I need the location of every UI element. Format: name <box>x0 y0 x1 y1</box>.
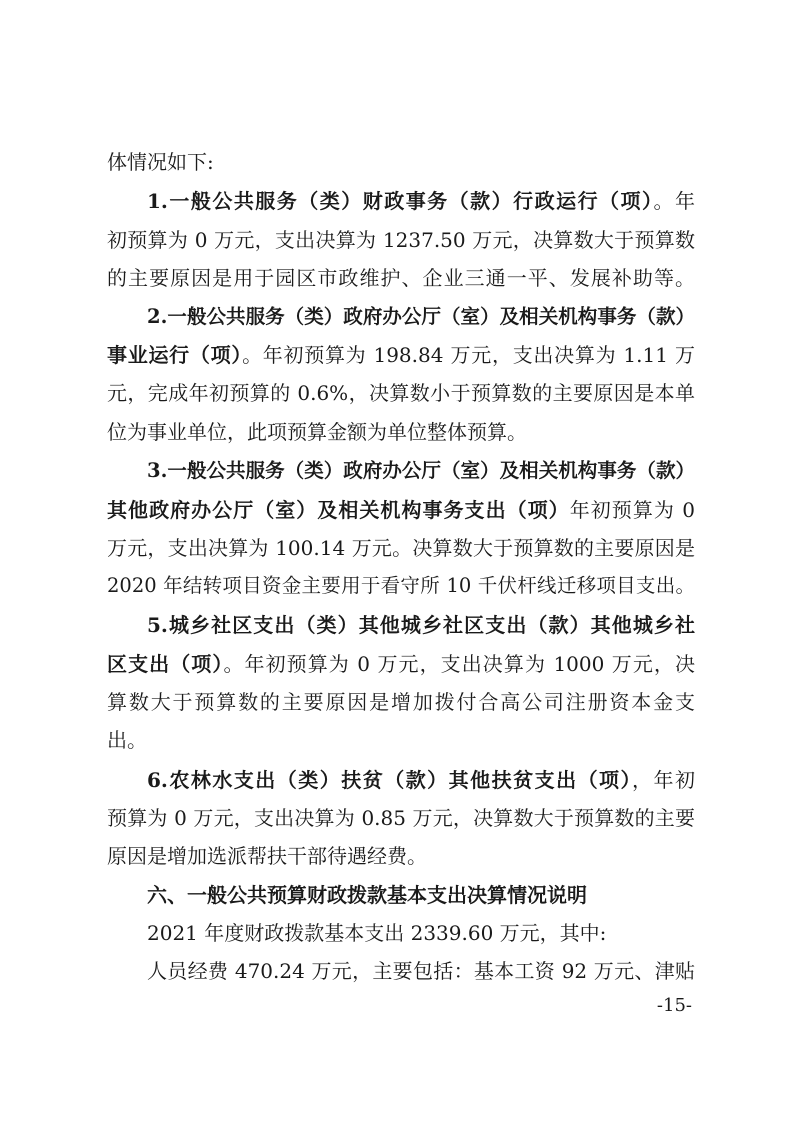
paragraph-line <box>107 690 695 714</box>
bold-text: 2.一般公共服务（类）政府办公厅（室）及相关机构事务（款） <box>147 305 695 328</box>
paragraph-heading-line <box>147 613 695 637</box>
paragraph-heading-line <box>147 305 695 329</box>
paragraph-line <box>147 921 695 945</box>
paragraph-line <box>107 343 695 367</box>
bold-text: 区支出（项） <box>107 652 224 676</box>
body-text: 的主要原因是用于园区市政维护、企业三通一平、发展补助等。 <box>107 266 695 290</box>
paragraph-line <box>107 381 695 405</box>
paragraph-line <box>107 536 695 560</box>
paragraph-line <box>107 574 695 598</box>
bold-text: 6.农林水支出（类）扶贫（款）其他扶贫支出（项） <box>147 768 633 792</box>
paragraph-line <box>107 420 695 444</box>
paragraph-line <box>107 266 695 290</box>
bold-text: 3.一般公共服务（类）政府办公厅（室）及相关机构事务（款） <box>147 459 695 482</box>
section-heading <box>147 883 695 907</box>
body-text: 年初预算为 0 <box>569 498 695 522</box>
body-text: 出。 <box>107 728 147 752</box>
paragraph-line <box>107 728 695 752</box>
paragraph-heading-line <box>147 459 695 483</box>
body-text: 。年 <box>653 189 695 213</box>
paragraph-line <box>107 844 695 868</box>
paragraph-heading-line <box>147 189 695 213</box>
paragraph-line <box>147 959 695 983</box>
body-text: 。年初预算为 0 万元，支出决算为 1000 万元，决 <box>223 652 695 676</box>
bold-text: 事业运行（项） <box>107 343 243 367</box>
body-text: 2021 年度财政拨款基本支出 2339.60 万元，其中: <box>147 921 607 945</box>
body-text: 万元，支出决算为 100.14 万元。决算数大于预算数的主要原因是 <box>107 536 695 560</box>
body-text: 原因是增加选派帮扶干部待遇经费。 <box>107 844 427 868</box>
body-text: 元，完成年初预算的 0.6%，决算数小于预算数的主要原因是本单 <box>107 381 695 405</box>
paragraph-line <box>107 150 695 174</box>
body-text: 体情况如下: <box>107 150 214 174</box>
paragraph-line <box>107 652 695 676</box>
body-text: 。年初预算为 198.84 万元，支出决算为 1.11 万 <box>242 343 695 367</box>
paragraph-line <box>107 806 695 830</box>
body-text: 算数大于预算数的主要原因是增加拨付合高公司注册资本金支 <box>107 690 695 714</box>
body-text: 2020 年结转项目资金主要用于看守所 10 千伏杆线迁移项目支出。 <box>107 574 695 597</box>
bold-text: 5.城乡社区支出（类）其他城乡社区支出（款）其他城乡社 <box>147 613 695 637</box>
body-text: 位为事业单位，此项预算金额为单位整体预算。 <box>107 420 527 444</box>
bold-text: 六、一般公共预算财政拨款基本支出决算情况说明 <box>147 883 587 907</box>
body-text: 初预算为 0 万元，支出决算为 1237.50 万元，决算数大于预算数 <box>107 228 695 252</box>
bold-text: 其他政府办公厅（室）及相关机构事务支出（项） <box>107 498 570 522</box>
paragraph-line <box>107 498 695 522</box>
body-text: ，年初 <box>632 768 695 792</box>
paragraph-line <box>107 228 695 252</box>
paragraph-heading-line <box>147 768 695 792</box>
body-text: 人员经费 470.24 万元，主要包括：基本工资 92 万元、津贴 <box>147 959 695 983</box>
body-text: 预算为 0 万元，支出决算为 0.85 万元，决算数大于预算数的主要 <box>107 806 695 830</box>
bold-text: 1.一般公共服务（类）财政事务（款）行政运行（项） <box>147 189 654 213</box>
page-number: -15- <box>656 995 692 1016</box>
